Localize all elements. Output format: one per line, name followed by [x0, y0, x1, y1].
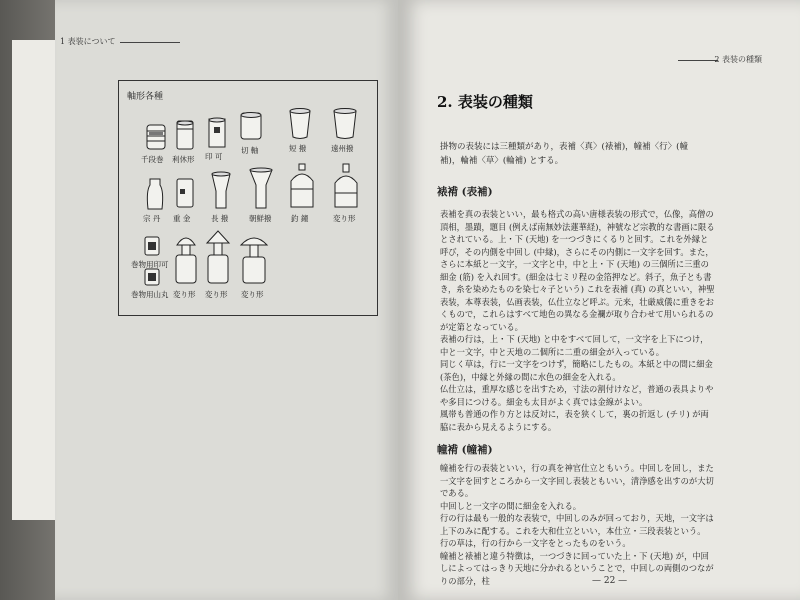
- left-page-header: 1 表装について: [60, 37, 116, 46]
- vessel-illustration: [239, 111, 263, 141]
- vessel-label: 印 可: [205, 152, 223, 161]
- paragraph: 表補の行は，上・下 (天地) と中をすべて回して，一文字を上下につけ，中と一文字，中と天地の二個所に二重の細金が入っている。: [440, 334, 709, 357]
- vessel-label: 変り形: [173, 290, 196, 299]
- vessel-illustration: [331, 163, 361, 211]
- vessel-illustration: [173, 231, 199, 285]
- right-page-header: 2 表装の種類: [714, 55, 762, 64]
- vessel-label: 短 撥: [289, 144, 307, 153]
- dohai-body: [440, 462, 715, 587]
- vessel-illustration: [331, 107, 359, 141]
- right-header-rule: [678, 60, 718, 61]
- vessel-illustration: [205, 229, 231, 285]
- vessel-illustration: [239, 229, 269, 285]
- vessel-illustration: [175, 119, 195, 151]
- paragraph: 行の草は，行の行から一文字をとったものをいう。: [440, 538, 631, 548]
- paragraph: 中回しと一文字の間に細金を入れる。: [440, 500, 582, 511]
- vessel-illustration: [145, 177, 165, 211]
- vessel-illustration: [145, 123, 167, 151]
- vessel-illustration: [209, 171, 233, 211]
- vessel-label: 変り形: [205, 290, 228, 299]
- axis-shapes-figure: [118, 80, 378, 316]
- vessel-illustration: [207, 115, 227, 149]
- vessel-label: 長 撥: [211, 214, 229, 223]
- paragraph: 幢補を行の表装といい，行の真を神官仕立ともいう。中回しを回し，また一文字を回すところから一文字回し表装ともいい，清浄感を出すのが大切である。: [440, 463, 714, 498]
- vessel-illustration: [247, 167, 275, 211]
- figure-title: 軸形各種: [127, 92, 164, 102]
- paragraph: 仏仕立は，重厚な感じを出すため，寸法の割付けなど，普通の表具よりやや多目につける。細金も太目がよく真では金線がよい。: [440, 384, 714, 407]
- subheading-hyohai: 裱褙 (表補): [437, 186, 493, 198]
- vessel-label: 巻物用印可: [131, 260, 169, 269]
- subheading-dohai: 幢褙 (幢補): [437, 444, 493, 456]
- vessel-label: 遠州撥: [331, 144, 354, 153]
- paragraph: 幢補と裱補と違う特徴は，一つづきに回っていた上・下 (天地) が，中回しによってはっきり天地に分かれるということで，中回しの両側のつながりの部分，柱: [440, 550, 714, 586]
- paragraph: 行の行は最も一般的な表装で，中回しのみが回っており，天地，一文字は上下のみに配する。これを大和仕立といい，本仕立・三段表装という。: [440, 513, 714, 536]
- vessel-illustration: [287, 163, 317, 211]
- paragraph: 表補を真の表装といい，最も格式の高い唐様表装の形式で，仏像，高僧の頂相，墨蹟，題目 (例えば南無妙法蓮華経)，神號など宗教的な書画に限るとされている。上・下 (天地) を一つづきにくるりと回す。これを外縁と呼び，その内側を中回し (中縁)，さらにその内側に一文字を回す。また，さらに本紙と一文字，一文字と中，中と上・下 (天地) の三個所に三重の細金 (筋) を入れ回す。(細金は七ミリ程の金箔押など。斜子，魚子とも書き，糸を染めたものを染七々子という) これを表補 (真) の真といい，神聖表装，本尊表装，仏画表装，仏仕立など呼ぶ。元来，壮厳威儀に重きをおくもので，これらはすべて地色の異なる金襴が取り合わせて用いられるのが定第となっている。: [440, 209, 715, 332]
- vessel-label: 釣 鐘: [291, 214, 309, 223]
- left-header-rule: [120, 42, 180, 43]
- vessel-label: 千段巻: [141, 155, 164, 164]
- vessel-illustration: [143, 235, 161, 257]
- vessel-label: 巻物用山丸: [131, 290, 169, 299]
- vessel-label: 切 軸: [241, 146, 259, 155]
- vessel-illustration: [143, 267, 161, 287]
- vessel-label: 宗 丹: [143, 214, 161, 223]
- vessel-label: 変り形: [333, 214, 356, 223]
- paragraph: 風帯も普通の作り方とは反対に，表を狭くして，裏の折返し (チリ) が両脇に表から見えるようにする。: [440, 409, 709, 432]
- vessel-label: 重 金: [173, 214, 191, 223]
- vessel-label: 朝鮮撥: [249, 214, 272, 223]
- section-title: 2. 表装の種類: [437, 93, 533, 111]
- paragraph: 同じく草は，行に一文字をつけず，簡略にしたもの。本紙と中の間に細金 (茶色)，中縁と外縁の間に水色の細金を入れる。: [440, 359, 713, 382]
- vessel-illustration: [175, 177, 195, 209]
- vessel-illustration: [287, 107, 313, 141]
- page-number: — 22 —: [592, 576, 628, 586]
- intro-paragraph: 掛物の表装には三種類があり，表補〈真〉(裱補)，幢補〈行〉(幢補)，輪補〈草〉(輪補) とする。: [440, 142, 688, 166]
- vessel-label: 変り形: [241, 290, 264, 299]
- hyohai-body: [440, 208, 715, 433]
- vessel-label: 利休形: [172, 155, 195, 164]
